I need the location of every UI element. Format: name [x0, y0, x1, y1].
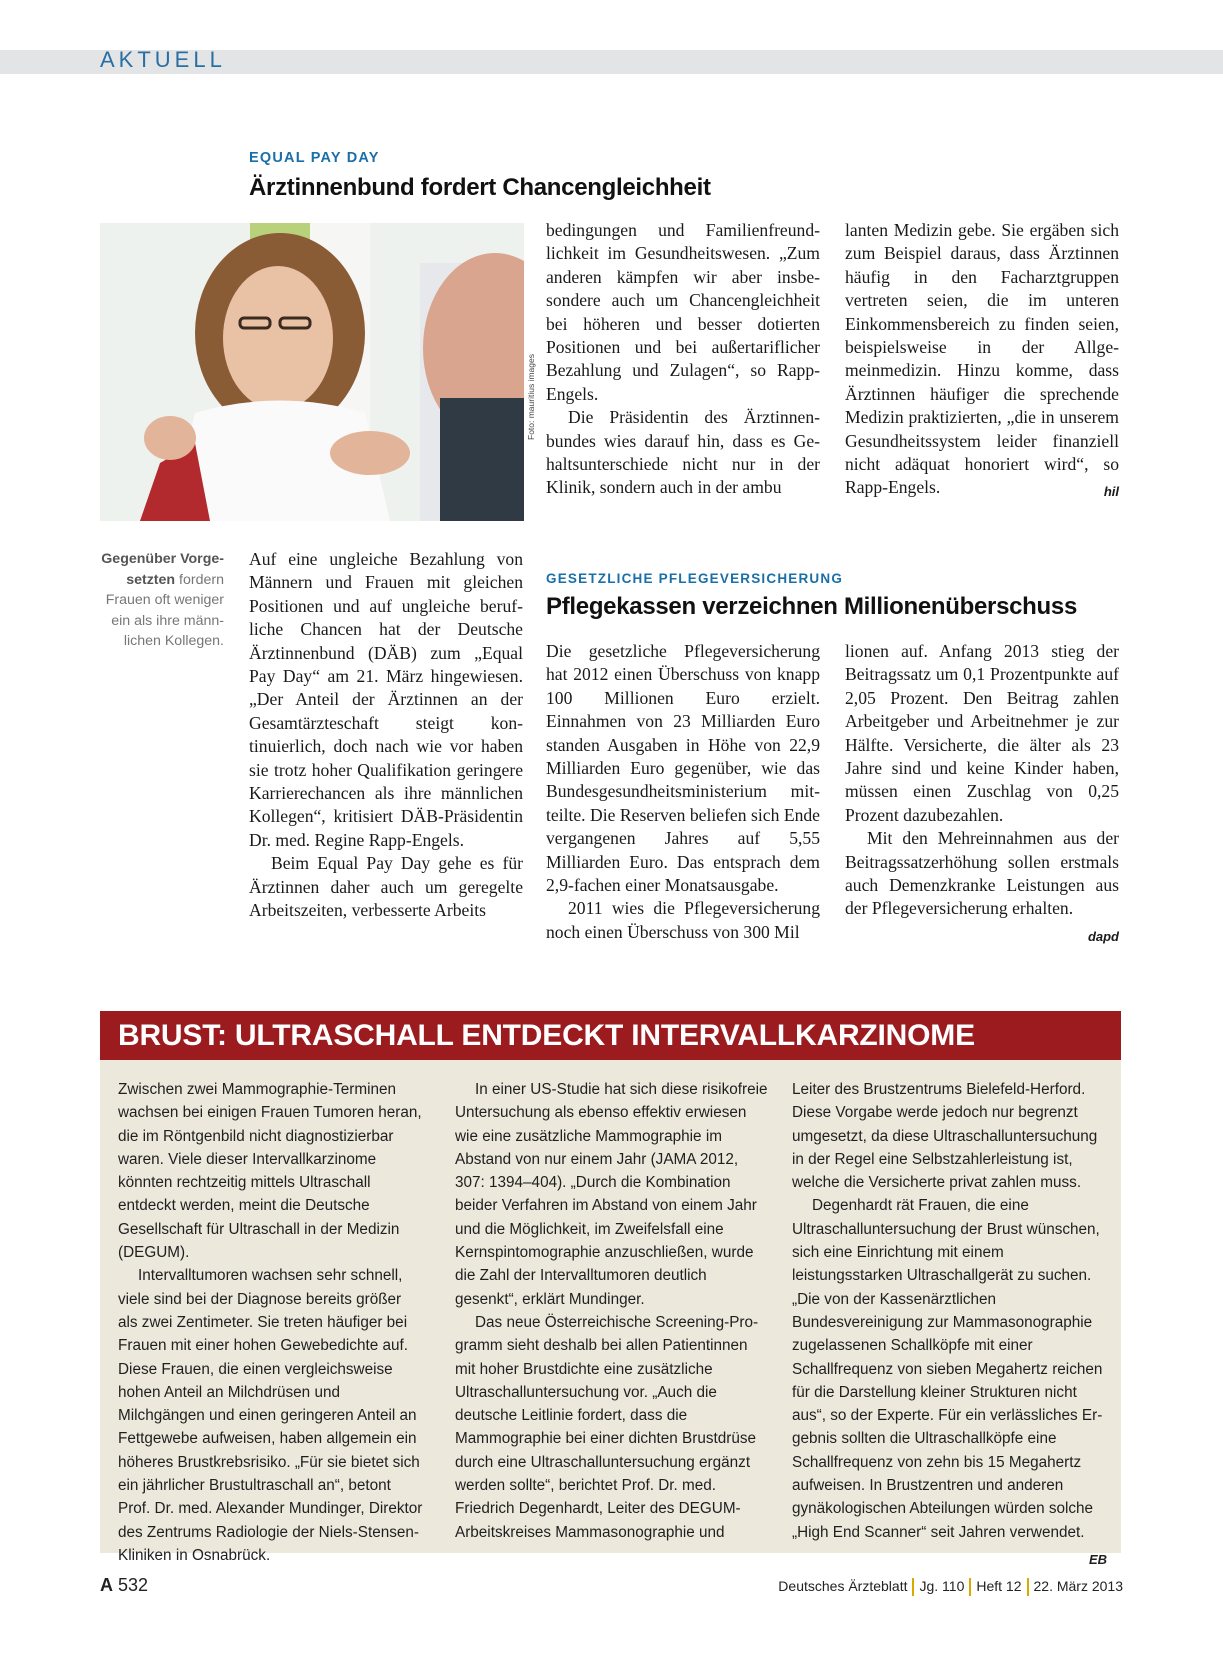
footer-info	[778, 1578, 1123, 1596]
article1-photo	[100, 223, 524, 521]
photo-caption	[96, 549, 224, 652]
paragraph: Leiter des Brustzentrums Bielefeld-Herford. Diese Vorgabe werde jedoch nur begrenzt umgesetzt, da diese Ultraschalluntersuchung in der Regel eine Selbstzahlerleistung ist, welche die Versicherte privat zahlen muss.	[792, 1081, 1098, 1192]
paragraph	[845, 219, 1119, 500]
page-number	[100, 1575, 148, 1596]
paragraph-text: Mit den Mehreinnahmen aus der Beitragssatzerhöhung sollen erstmals auch Demenzkranke Leistungen aus der Pflegeversicherung erhalten.	[845, 828, 1119, 919]
paragraph: 2011 wies die Pflegeversicherung noch einen Überschuss von 300 Mil	[546, 898, 820, 942]
box-column-1	[118, 1078, 423, 1567]
article1-kicker: EQUAL PAY DAY	[249, 150, 380, 166]
journal-volume: Jg. 110	[919, 1578, 965, 1594]
box-column-2	[455, 1078, 770, 1544]
paragraph	[845, 827, 1119, 944]
paragraph: Beim Equal Pay Day gehe es für Ärztinnen daher auch um geregelte Arbeitszeiten, verbesserte Arbeits	[249, 853, 523, 921]
paragraph: Die gesetzliche Pflegeversicherung hat 2012 einen Überschuss von knapp 100 Millionen Euro erzielt. Einnahmen von 23 Milliarden Euro standen Ausgaben in Höhe von 22,9 Milliarden Euro gegenüber, wie das Bundesgesundheitsministerium mitteilte. Die Reserven beliefen sich Ende vergangenen Jahres auf 5,55 Milliarden Euro. Das entsprach dem 2,9-fachen einer Monatsausgabe.	[546, 641, 820, 896]
box-header	[100, 1011, 1121, 1060]
paragraph: Die Präsidentin des Ärztinnenbundes wies darauf hin, dass es Gehaltsunterschiede nicht nur in der Klinik, sondern auch in der ambu	[546, 407, 820, 498]
article1-headline: Ärztinnenbund fordert Chancengleichheit	[249, 174, 711, 201]
doctor-photo-image	[100, 223, 524, 521]
paragraph: lionen auf. Anfang 2013 stieg der Beitragssatz um 0,1 Prozentpunkte auf 2,05 Prozent. Den Beitrag zahlen Arbeitgeber und Arbeitnehmer je zur Hälfte. Versicherte, die älter als 23 Jahre sind und keine Kinder haben, müssen einen Zuschlag von 0,25 Prozent dazubezahlen.	[845, 641, 1119, 825]
paragraph: Intervalltumoren wachsen sehr schnell, viele sind bei der Diagnose bereits größer als zwei Zentimeter. Sie treten häufiger bei Frauen mit einer hohen Gewebedichte auf. Diese Frauen, die einen vergleichsweise hohen Anteil an Milchdrüsen und Milchgängen und einen geringeren Anteil an Fettgewebe aufweisen, haben allgemein ein höheres Brustkrebsrisiko. „Für sie bietet sich ein jährlicher Brustultraschall an“, betont Prof. Dr. med. Alexander Mundinger, Direktor des Zentrums Radiologie der Niels-Stensen-Kliniken in Osnabrück.	[118, 1267, 423, 1564]
paragraph-text: Degenhardt rät Frauen, die eine Ultraschalluntersuchung der Brust wünschen, sich eine Einrichtung mit einem leistungsstarken Ultraschallgerät zu suchen. „Die von der Kassenärztlichen Bundesvereinigung zur Mammasonographie zugelassenen Schallköpfe mit einer Schallfrequenz von sieben Megahertz reichen für die Darstellung kleiner Strukturen nicht aus“, so der Experte. Für ein verlässliches Ergebnis sollten die Ultraschallköpfe eine Schallfrequenz von zehn bis 15 Megahertz aufweisen. In Brustzentren und anderen gynäkologischen Abteilungen würden solche „High End Scanner“ seit Jahren verwendet.	[792, 1197, 1103, 1541]
paragraph: bedingungen und Familienfreundlichkeit im Gesundheitswesen. „Zum anderen kämpfen wir aber insbesondere auch um Chancengleichheit bei höheren und besser dotierten Positionen und bei außertariflicher Bezahlung und Zulagen“, so Rapp-Engels.	[546, 220, 820, 404]
article1-signature: hil	[1103, 484, 1119, 500]
paragraph: In einer US-Studie hat sich diese risikofreie Untersuchung als ebenso effektiv erwiesen wie eine zusätzliche Mammographie im Abstand von nur einem Jahr (JAMA 2012, 307: 1394–404). „Durch die Kombination beider Verfahren im Abstand von einem Jahr und die Möglichkeit, im Zweifelsfall eine Kernspintomographie anzuschließen, wurde die Zahl der Intervalltumoren deutlich gesenkt“, erklärt Mundinger.	[455, 1081, 768, 1308]
box-body	[100, 1060, 1121, 1567]
paragraph: Auf eine ungleiche Bezahlung von Männern und Frauen mit gleichen Positionen und auf ungleiche berufliche Chancen hat der Deutsche Ärztinnenbund (DÄB) zum „Equal Pay Day“ am 21. März hingewiesen. „Der Anteil der Ärztinnen an der Gesamtärzteschaft steigt kontinuierlich, doch nach wie vor haben sie trotz hoher Qualifikation geringere Karrierechancen als ihre männlichen Kollegen“, kritisiert DÄB-Präsidentin Dr. med. Regine Rapp-Engels.	[249, 549, 523, 850]
article2-kicker: GESETZLICHE PFLEGEVERSICHERUNG	[546, 571, 844, 586]
separator	[969, 1578, 971, 1596]
page-number-value: 532	[118, 1575, 149, 1595]
article1-column-3	[845, 219, 1119, 504]
caption-bold: Gegenüber Vorgesetzten	[101, 551, 224, 588]
journal-date: 22. März 2013	[1033, 1578, 1123, 1594]
separator	[912, 1578, 914, 1596]
box-title: BRUST: ULTRASCHALL ENTDECKT INTERVALLKARZINOME	[118, 1019, 975, 1052]
page-prefix: A	[100, 1575, 113, 1595]
paragraph: Zwischen zwei Mammographie-Terminen wachsen bei einigen Frauen Tumoren heran, die im Röntgenbild nicht diagnostizierbar waren. Viele dieser Intervallkarzinome könnten rechtzeitig mittels Ultraschall entdeckt werden, meint die Deutsche Gesellschaft für Ultraschall in der Medizin (DEGUM).	[118, 1081, 422, 1262]
paragraph: Das neue Österreichische Screening-Programm sieht deshalb bei allen Patientinnen mit hoher Brustdichte eine zusätzliche Ultraschalluntersuchung vor. „Auch die deutsche Leitlinie fordert, dass die Mammographie bei einer dichten Brustdrüse durch eine Ultraschalluntersuchung ergänzt werden sollte“, berichtet Prof. Dr. med. Friedrich Degenhardt, Leiter des DEGUM-Arbeitskreises Mammasonographie und	[455, 1313, 759, 1541]
article2-column-1	[546, 640, 820, 944]
separator	[1027, 1578, 1029, 1596]
journal-name: Deutsches Ärzteblatt	[778, 1578, 908, 1594]
caption-text: fordern Frauen oft weniger ein als ihre männlichen Kollegen.	[105, 571, 224, 649]
section-label: AKTUELL	[100, 47, 226, 72]
article1-column-2	[546, 219, 820, 500]
journal-issue: Heft 12	[976, 1578, 1022, 1594]
box-column-3	[792, 1078, 1107, 1571]
article2-signature: dapd	[1087, 928, 1119, 944]
paragraph	[792, 1194, 1107, 1567]
article1-column-1	[249, 548, 523, 923]
photo-credit: Foto: mauritius images	[526, 354, 536, 440]
paragraph-text: lanten Medizin gebe. Sie ergäben sich zum Beispiel daraus, dass Ärztinnen häufig in den Facharztgruppen vertreten seien, die im unteren Einkommensbereich zu finden seien, beispielsweise in der Allgemeinmedizin. Hinzu komme, dass Ärztinnen häufiger die sprechende Medizin praktizierten, „die in unserem Gesundheitssystem leider finanziell nicht adäquat honoriert wird“, so Rapp-Engels.	[845, 220, 1119, 498]
article2-headline: Pflegekassen verzeichnen Millionenüberschuss	[546, 593, 1077, 620]
box-signature: EB	[1088, 1551, 1107, 1567]
article2-column-2	[845, 640, 1119, 948]
